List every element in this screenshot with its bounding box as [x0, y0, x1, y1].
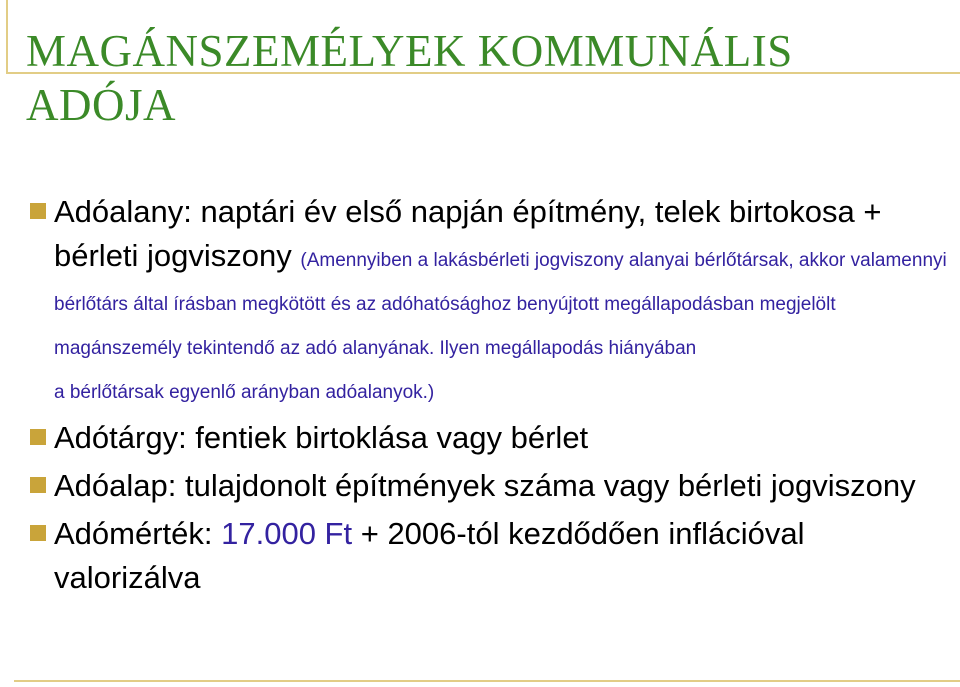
bullet-adomertek	[30, 512, 950, 600]
bullet-text: Adóalany: naptári év első napján építmény, telek birtokosa + bérleti jogviszony	[54, 194, 882, 273]
bullet-note: (Amennyiben a lakásbérleti jogviszony alanyai bérlőtársak, akkor valamennyi bérlőtárs által írásban megkötött és az adóhatósághoz benyújtott megállapodásban megjelölt magánszemély tekintendő az adó alanyának. Ilyen megállapodás hiányában	[54, 250, 947, 359]
square-bullet-icon	[30, 203, 46, 219]
bullet-list	[30, 190, 950, 600]
square-bullet-icon	[30, 525, 46, 541]
square-bullet-icon	[30, 429, 46, 445]
bullet-text: Adótárgy: fentiek birtoklása vagy bérlet	[54, 420, 589, 455]
bullet-text: Adóalap: tulajdonolt építmények száma vagy bérleti jogviszony	[54, 468, 916, 503]
bullet-adoalap	[30, 464, 950, 508]
bullet-suffix: + 2006-tól kezdődően inflációval valorizálva	[54, 516, 805, 595]
square-bullet-icon	[30, 477, 46, 493]
tax-rate-highlight: 17.000 Ft	[221, 516, 353, 551]
decorative-rule-bottom	[14, 680, 960, 682]
bullet-adotargy	[30, 416, 950, 460]
bullet-adoalany	[30, 190, 950, 410]
slide-title: MAGÁNSZEMÉLYEK KOMMUNÁLIS ADÓJA	[26, 26, 793, 130]
bullet-prefix: Adómérték:	[54, 516, 222, 551]
bullet-note-end: a bérlőtársak egyenlő arányban adóalanyok.)	[54, 382, 435, 403]
decorative-rule-vertical	[6, 0, 8, 74]
